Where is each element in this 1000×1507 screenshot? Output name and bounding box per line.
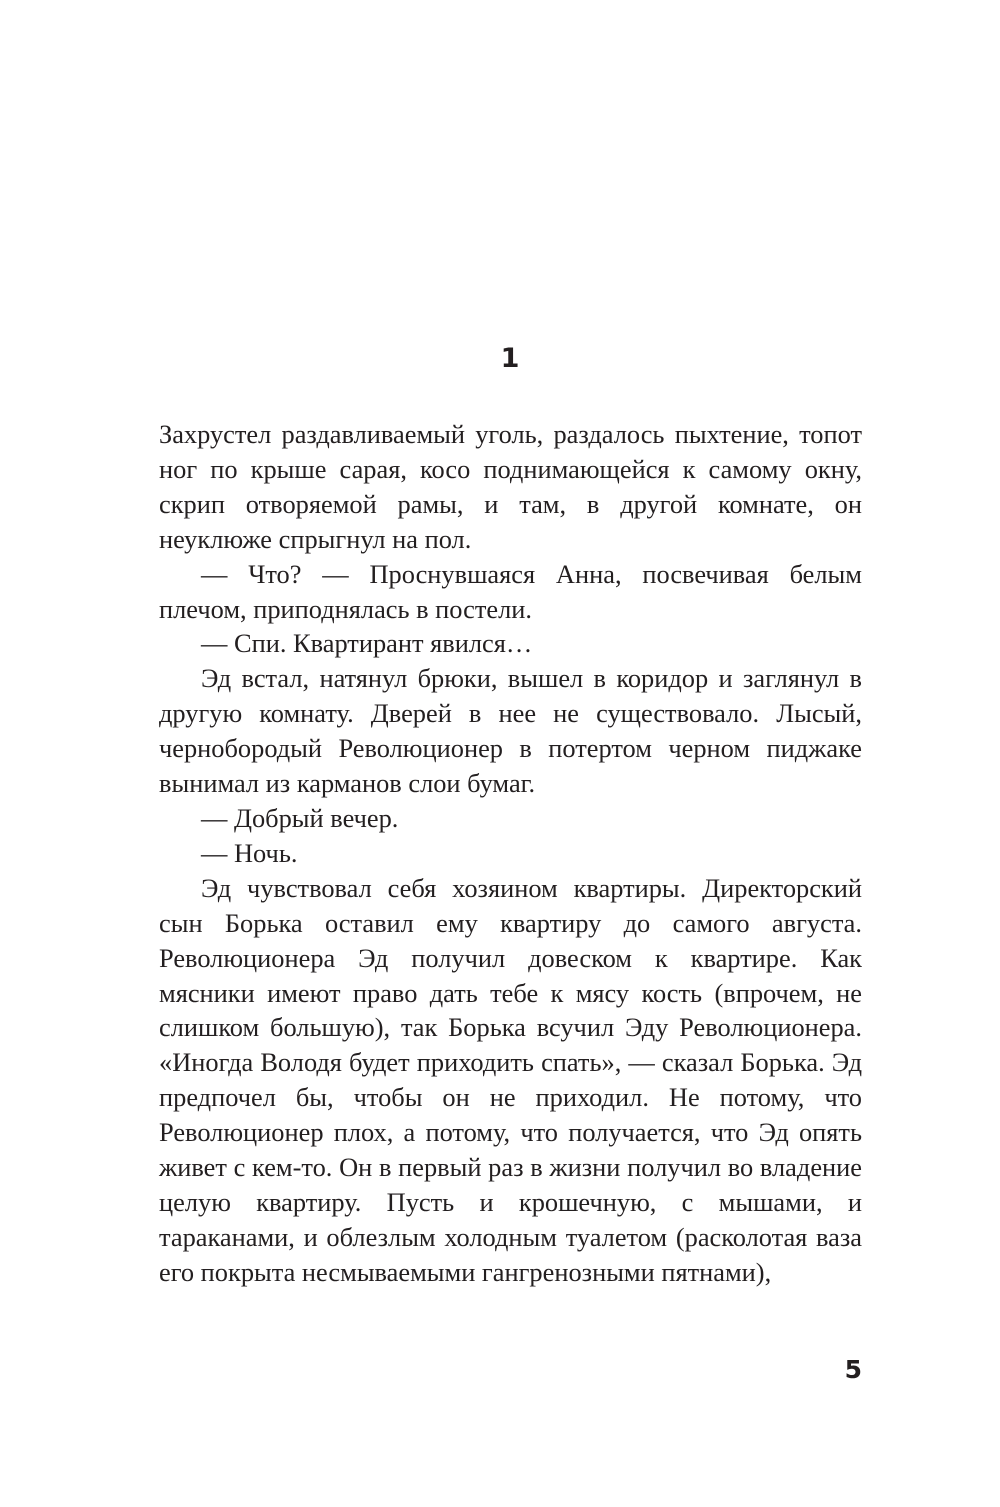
- paragraph: — Спи. Квартирант явился…: [201, 628, 533, 659]
- paragraph: — Ночь.: [201, 837, 298, 868]
- chapter-number: 1: [500, 343, 520, 374]
- paragraph: Эд чувствовал себя хозяином квартиры. Директорский сын Борька оставил ему квартиру до самого августа. Революционера Эд получил довеском к квартире. Как мясники имеют право дать тебе к мясу кость (впрочем, не слишком большую), так Борька всучил Эду Революционера. «Иногда Володя будет приходить спать», — сказал Борька. Эд предпочел бы, чтобы он не приходил. Не потому, что Революционер плох, а потому, что получается, что Эд опять живет с кем-то. Он в первый раз в жизни получил во владение целую квартиру. Пусть и крошечную, с мышами, и тараканами, и облезлым холодным туалетом (расколотая ваза его покрыта несмываемыми гангренозными пятнами),: [159, 872, 862, 1287]
- page-number: 5: [844, 1355, 862, 1384]
- paragraph: — Добрый вечер.: [201, 802, 399, 833]
- paragraph: Захрустел раздавливаемый уголь, раздалось пыхтение, топот ног по крыше сарая, косо поднимающейся к самому окну, скрип отворяемой рамы, и там, в другой комнате, он неуклюже спрыгнул на пол.: [159, 419, 862, 554]
- body-text: [159, 417, 862, 1290]
- paragraph: Эд встал, натянул брюки, вышел в коридор и заглянул в другую комнату. Дверей в нее не существовало. Лысый, чернобородый Революционер в потертом черном пиджаке вынимал из карманов слои бумаг.: [159, 663, 862, 799]
- paragraph: — Что? — Проснувшаяся Анна, посвечивая белым плечом, приподнялась в постели.: [159, 558, 862, 624]
